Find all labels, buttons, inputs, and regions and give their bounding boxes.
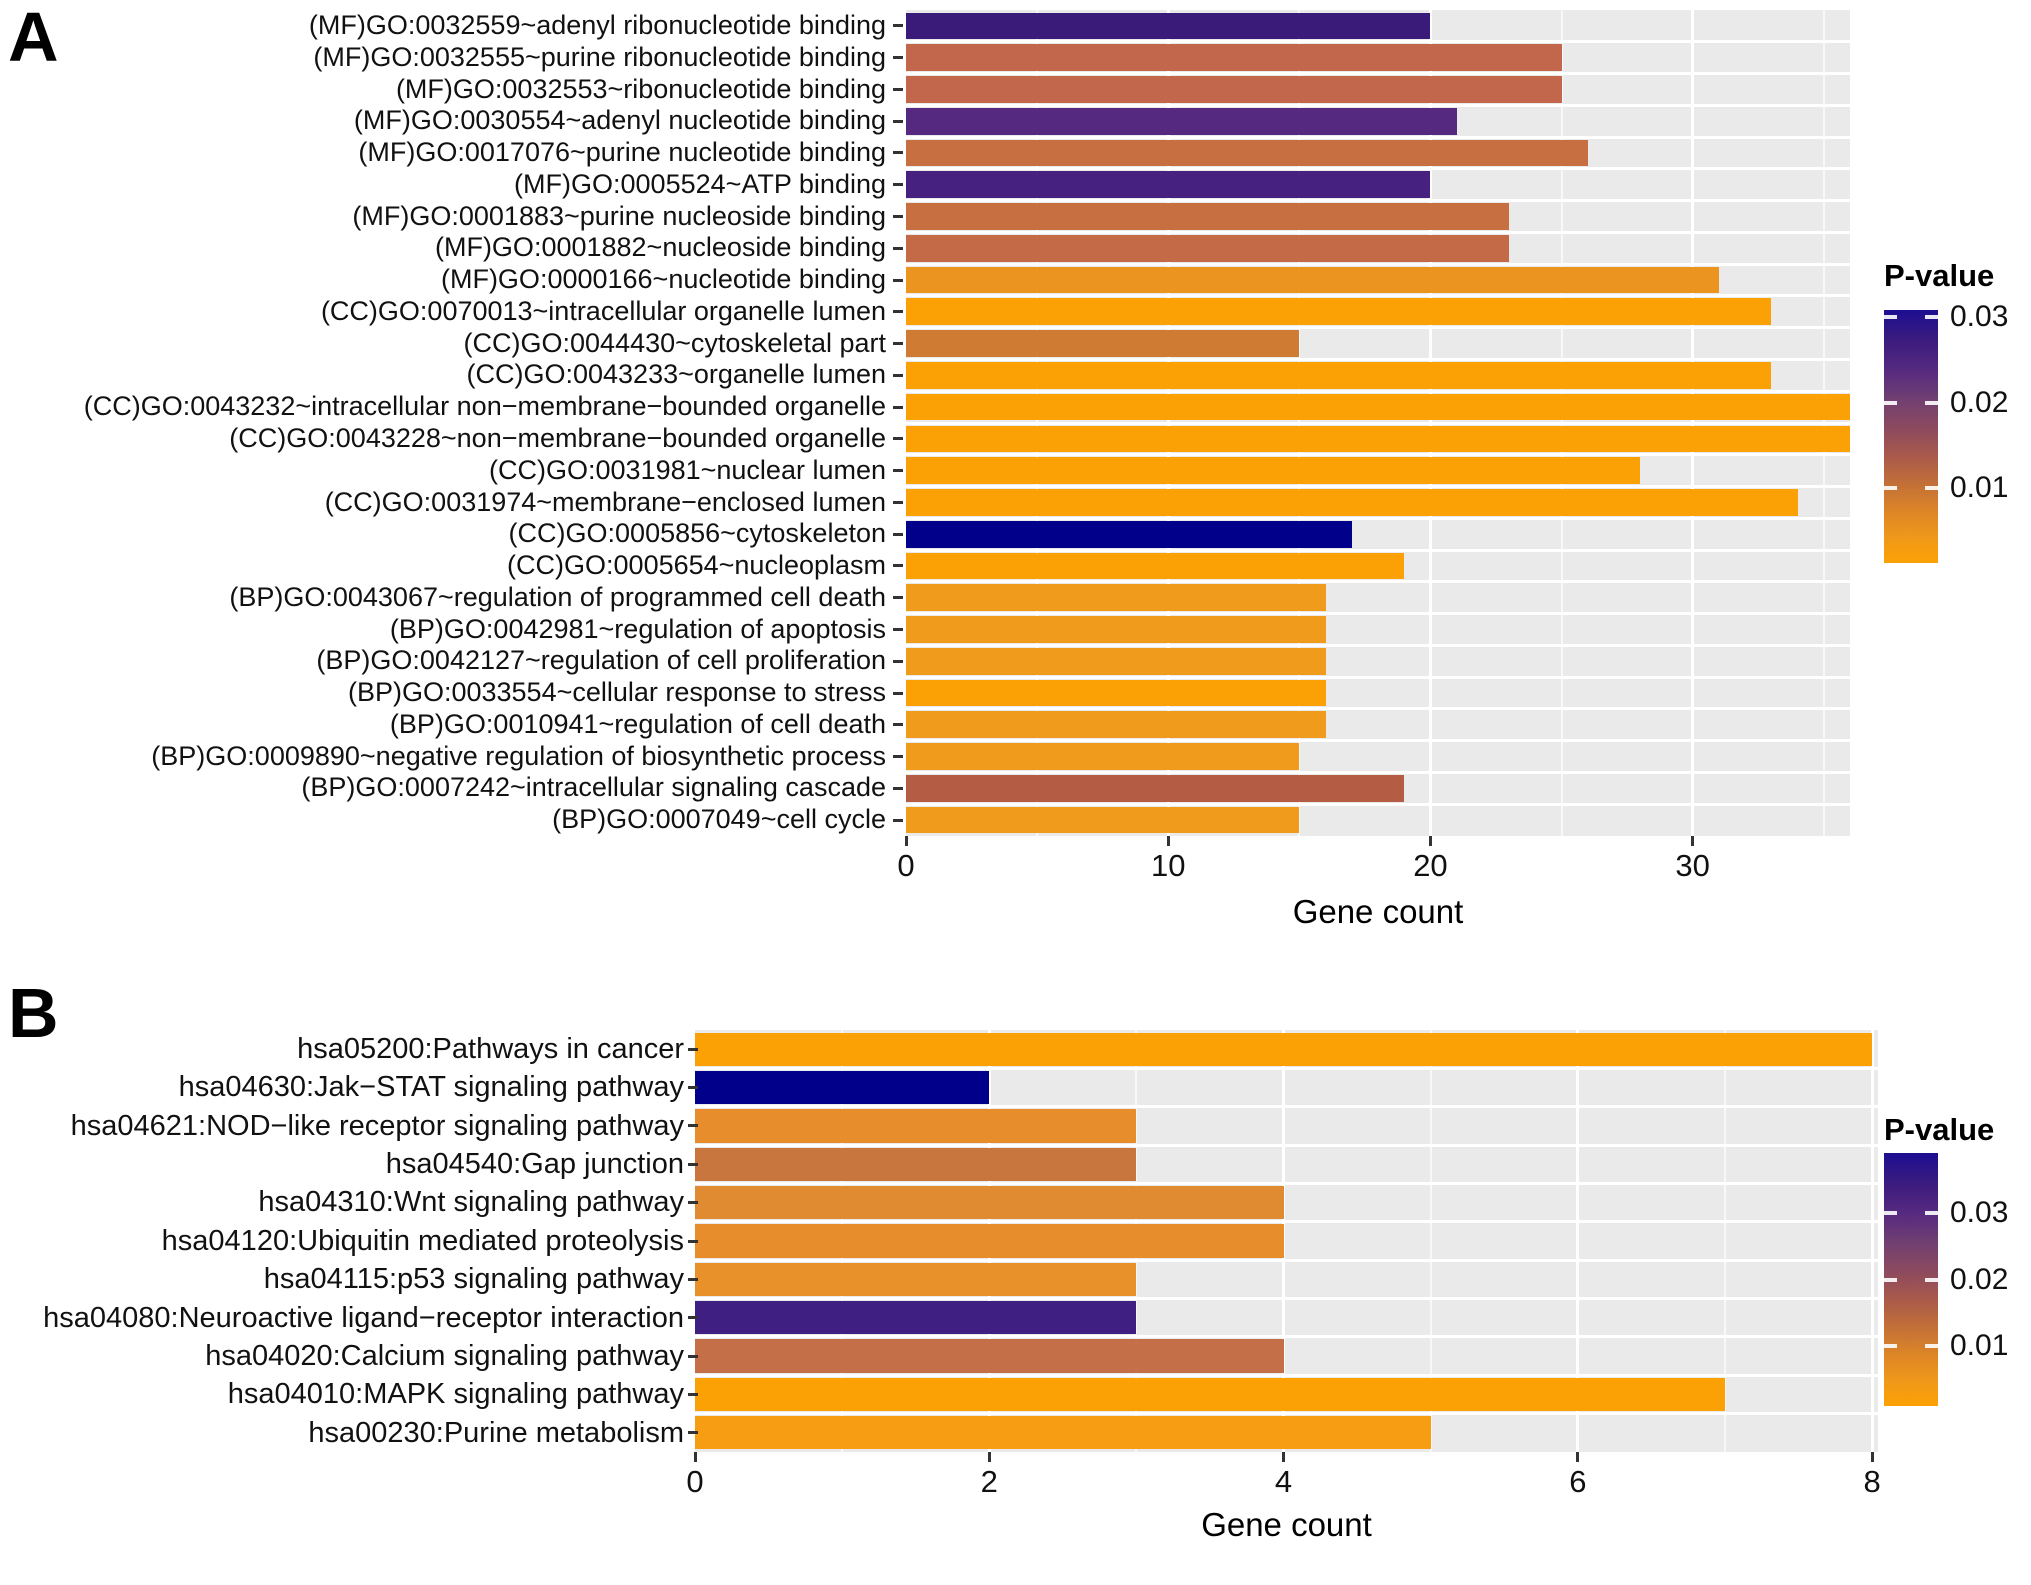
row-separator: [906, 72, 1850, 75]
category-label: (CC)GO:0043228~non−membrane−bounded organelle: [229, 423, 886, 453]
y-axis-tick: [893, 723, 903, 726]
row-separator: [906, 644, 1850, 647]
y-axis-tick: [893, 660, 903, 663]
category-label: hsa04010:MAPK signaling pathway: [227, 1378, 684, 1411]
bar: [695, 1378, 1725, 1411]
category-label: (BP)GO:0007049~cell cycle: [552, 804, 886, 835]
x-axis-tick: [1691, 836, 1694, 846]
y-axis-tick: [688, 1163, 698, 1166]
row-separator: [695, 1220, 1878, 1223]
legend-tick-left: [1884, 1278, 1897, 1282]
bar: [906, 267, 1719, 294]
y-axis-tick: [893, 342, 903, 345]
row-separator: [695, 1374, 1878, 1377]
y-axis-tick: [893, 88, 903, 91]
row-separator: [906, 263, 1850, 266]
row-separator: [695, 1067, 1878, 1070]
y-axis-tick: [893, 120, 903, 123]
bar: [906, 426, 1850, 453]
row-separator: [906, 612, 1850, 615]
y-axis-tick: [893, 755, 903, 758]
category-label: (MF)GO:0000166~nucleotide binding: [440, 264, 886, 295]
bar: [695, 1148, 1136, 1181]
row-separator: [906, 390, 1850, 393]
bar: [906, 171, 1430, 198]
y-axis-tick: [688, 1316, 698, 1319]
y-axis-tick: [893, 56, 903, 59]
category-label: (CC)GO:0044430~cytoskeletal part: [463, 327, 886, 358]
category-label: hsa04080:Neuroactive ligand−receptor interaction: [43, 1301, 684, 1334]
category-label: (MF)GO:0017076~purine nucleotide binding: [358, 137, 886, 168]
x-tick-label: 0: [897, 848, 915, 883]
bar: [906, 807, 1299, 834]
x-tick-label: 2: [980, 1464, 998, 1499]
bar: [695, 1033, 1872, 1066]
category-label: (CC)GO:0005654~nucleoplasm: [507, 550, 886, 581]
legend-tick-right: [1925, 1278, 1938, 1282]
legend-tick-left: [1884, 315, 1897, 319]
bar: [695, 1109, 1136, 1142]
row-separator: [695, 1335, 1878, 1338]
x-axis-tick: [1871, 1452, 1874, 1462]
row-separator: [906, 231, 1850, 234]
legend-tick-label: 0.03: [1950, 1195, 2009, 1229]
category-label: (CC)GO:0031974~membrane−enclosed lumen: [324, 486, 886, 517]
category-label: hsa04540:Gap junction: [385, 1148, 684, 1181]
major-gridline: [1871, 1030, 1874, 1452]
bar: [906, 584, 1326, 611]
row-separator: [695, 1412, 1878, 1415]
bar: [906, 680, 1326, 707]
category-label: (CC)GO:0043233~organelle lumen: [466, 359, 886, 390]
row-separator: [906, 199, 1850, 202]
category-label: (BP)GO:0043067~regulation of programmed cell death: [229, 581, 886, 612]
category-label: hsa04621:NOD−like receptor signaling pathway: [70, 1109, 684, 1142]
category-label: (BP)GO:0042981~regulation of apoptosis: [389, 613, 886, 644]
category-label: (CC)GO:0043232~intracellular non−membrane−bounded organelle: [83, 391, 886, 422]
x-tick-label: 8: [1863, 1464, 1881, 1499]
y-axis-tick: [893, 469, 903, 472]
y-axis-tick: [688, 1278, 698, 1281]
x-tick-label: 10: [1150, 848, 1186, 883]
bar: [906, 330, 1299, 357]
row-separator: [906, 40, 1850, 43]
plot-panel: [906, 10, 1850, 836]
y-axis-tick: [893, 406, 903, 409]
row-separator: [906, 453, 1850, 456]
bar: [906, 775, 1404, 802]
y-axis-tick: [893, 628, 903, 631]
row-separator: [906, 104, 1850, 107]
category-label: (CC)GO:0005856~cytoskeleton: [508, 518, 886, 549]
bar: [695, 1071, 989, 1104]
row-separator: [906, 422, 1850, 425]
y-axis-tick: [893, 564, 903, 567]
x-tick-label: 0: [686, 1464, 704, 1499]
panel-a-label: A: [8, 0, 59, 76]
legend-tick-label: 0.01: [1950, 1329, 2009, 1363]
category-label: hsa04020:Calcium signaling pathway: [205, 1339, 684, 1372]
bar: [906, 521, 1352, 548]
y-axis-tick: [893, 247, 903, 250]
row-separator: [906, 358, 1850, 361]
x-axis-tick: [1576, 1452, 1579, 1462]
y-axis-tick: [893, 24, 903, 27]
category-label: hsa04115:p53 signaling pathway: [263, 1263, 684, 1296]
y-axis-tick: [688, 1431, 698, 1434]
bar: [695, 1416, 1431, 1449]
y-axis-tick: [893, 692, 903, 695]
bar: [906, 44, 1562, 71]
bar: [906, 108, 1457, 135]
bar: [906, 489, 1798, 516]
category-label: (MF)GO:0005524~ATP binding: [514, 168, 886, 199]
legend-tick-right: [1925, 486, 1938, 490]
y-axis-tick: [893, 279, 903, 282]
bar: [906, 553, 1404, 580]
legend-tick-label: 0.02: [1950, 385, 2009, 419]
panel-b-legend-title: P-value: [1884, 1112, 1995, 1147]
category-label: (BP)GO:0010941~regulation of cell death: [389, 708, 886, 739]
bar: [906, 203, 1509, 230]
category-label: (MF)GO:0032555~purine ribonucleotide binding: [313, 41, 886, 72]
y-axis-tick: [893, 151, 903, 154]
category-label: (MF)GO:0001883~purine nucleoside binding: [352, 200, 886, 231]
x-tick-label: 4: [1274, 1464, 1293, 1499]
row-separator: [906, 580, 1850, 583]
row-separator: [906, 485, 1850, 488]
row-separator: [906, 803, 1850, 806]
bar: [695, 1301, 1136, 1334]
row-separator: [695, 1105, 1878, 1108]
category-label: hsa05200:Pathways in cancer: [297, 1033, 684, 1065]
bar: [906, 457, 1640, 484]
row-separator: [695, 1259, 1878, 1262]
bar: [906, 711, 1326, 738]
row-separator: [695, 1144, 1878, 1147]
category-label: (BP)GO:0009890~negative regulation of biosynthetic process: [151, 740, 886, 771]
y-axis-tick: [893, 215, 903, 218]
category-label: hsa04120:Ubiquitin mediated proteolysis: [161, 1224, 684, 1257]
panel-a-x-axis-title: Gene count: [1292, 893, 1464, 930]
x-axis-tick: [905, 836, 908, 846]
x-axis-tick: [694, 1452, 697, 1462]
bar: [906, 394, 1850, 421]
panel-a-legend-title: P-value: [1884, 258, 1995, 293]
legend-tick-right: [1925, 1211, 1938, 1215]
category-label: hsa00230:Purine metabolism: [308, 1416, 684, 1449]
category-label: (CC)GO:0070013~intracellular organelle lumen: [320, 295, 886, 326]
legend-tick-left: [1884, 1211, 1897, 1215]
legend-tick-right: [1925, 1344, 1938, 1348]
category-label: (BP)GO:0042127~regulation of cell proliferation: [316, 645, 886, 676]
row-separator: [906, 549, 1850, 552]
x-tick-label: 30: [1675, 848, 1710, 883]
row-separator: [906, 294, 1850, 297]
legend-tick-left: [1884, 401, 1897, 405]
row-separator: [906, 517, 1850, 520]
y-axis-tick: [688, 1240, 698, 1243]
row-separator: [906, 771, 1850, 774]
bar: [695, 1263, 1136, 1296]
category-label: (BP)GO:0033554~cellular response to stress: [347, 677, 886, 708]
row-separator: [906, 136, 1850, 139]
row-separator: [906, 707, 1850, 710]
y-axis-tick: [688, 1355, 698, 1358]
x-axis-tick: [988, 1452, 991, 1462]
category-label: (MF)GO:0032559~adenyl ribonucleotide binding: [308, 10, 886, 40]
category-label: (BP)GO:0007242~intracellular signaling cascade: [301, 772, 886, 803]
panel-a-legend-gradient-bar: [1884, 310, 1938, 563]
y-axis-tick: [893, 374, 903, 377]
legend-tick-left: [1884, 1344, 1897, 1348]
row-separator: [695, 1297, 1878, 1300]
bar: [695, 1224, 1284, 1257]
row-separator: [906, 676, 1850, 679]
category-label: (MF)GO:0032553~ribonucleotide binding: [395, 73, 886, 104]
bar: [695, 1186, 1284, 1219]
y-axis-tick: [893, 596, 903, 599]
category-label: (MF)GO:0030554~adenyl nucleotide binding: [353, 105, 886, 136]
bar: [906, 743, 1299, 770]
y-axis-tick: [893, 183, 903, 186]
bar: [906, 140, 1588, 167]
y-axis-tick: [893, 310, 903, 313]
x-axis-tick: [1167, 836, 1170, 846]
bar: [906, 235, 1509, 262]
y-axis-tick: [688, 1086, 698, 1089]
y-axis-tick: [688, 1048, 698, 1051]
panel-b-x-axis-title: Gene count: [1201, 1506, 1372, 1543]
row-separator: [695, 1182, 1878, 1185]
row-separator: [906, 167, 1850, 170]
category-label: (CC)GO:0031981~nuclear lumen: [489, 454, 886, 485]
x-axis-tick: [1429, 836, 1432, 846]
y-axis-tick: [688, 1393, 698, 1396]
y-axis-tick: [893, 437, 903, 440]
bar: [906, 616, 1326, 643]
y-axis-tick: [893, 501, 903, 504]
category-label: hsa04310:Wnt signaling pathway: [258, 1186, 684, 1219]
y-axis-tick: [688, 1201, 698, 1204]
legend-tick-left: [1884, 486, 1897, 490]
legend-tick-label: 0.03: [1950, 300, 2009, 334]
legend-tick-label: 0.02: [1950, 1262, 2009, 1296]
y-axis-tick: [893, 533, 903, 536]
category-label: (MF)GO:0001882~nucleoside binding: [434, 232, 886, 263]
panel-b-label: B: [8, 974, 59, 1052]
bar: [906, 76, 1562, 103]
category-label: hsa04630:Jak−STAT signaling pathway: [178, 1071, 684, 1104]
bar: [906, 298, 1771, 325]
legend-tick-right: [1925, 401, 1938, 405]
y-axis-tick: [688, 1124, 698, 1127]
row-separator: [906, 739, 1850, 742]
x-tick-label: 20: [1413, 848, 1448, 883]
plot-panel: [695, 1030, 1878, 1452]
y-axis-tick: [893, 819, 903, 822]
y-axis-tick: [893, 787, 903, 790]
bar: [906, 13, 1430, 40]
x-tick-label: 6: [1569, 1464, 1587, 1499]
bar: [695, 1339, 1284, 1372]
bar: [906, 362, 1771, 389]
legend-tick-right: [1925, 315, 1938, 319]
row-separator: [906, 326, 1850, 329]
bar: [906, 648, 1326, 675]
x-axis-tick: [1282, 1452, 1285, 1462]
legend-tick-label: 0.01: [1950, 471, 2009, 505]
